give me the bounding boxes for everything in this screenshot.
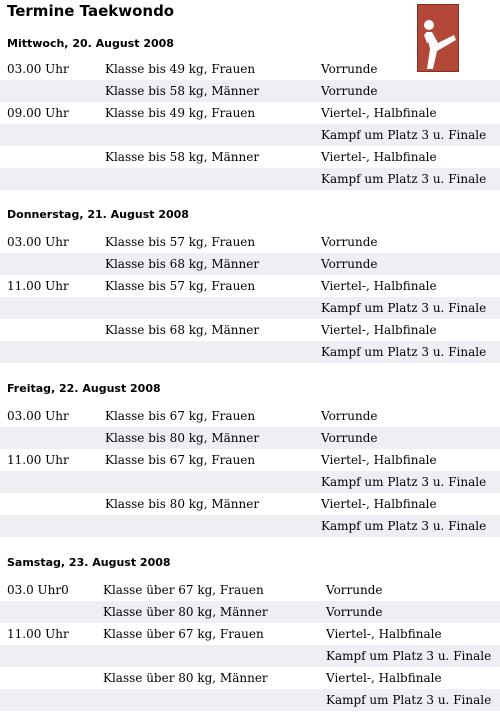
time-cell: 03.00 Uhr [7,62,69,76]
round-cell: Kampf um Platz 3 u. Finale [321,475,487,489]
time-cell: 11.00 Uhr [7,279,69,293]
page-title: Termine Taekwondo [7,2,175,20]
time-cell: 03.0 Uhr0 [7,583,69,597]
schedule-row [0,231,500,253]
round-cell: Kampf um Platz 3 u. Finale [321,301,487,315]
round-cell: Kampf um Platz 3 u. Finale [326,693,492,707]
schedule-row [0,405,500,427]
class-cell: Klasse bis 57 kg, Frauen [105,279,256,293]
schedule-row [0,427,500,449]
class-cell: Klasse bis 49 kg, Frauen [105,62,256,76]
round-cell: Vorrunde [321,84,378,98]
round-cell: Viertel-, Halbfinale [321,150,437,164]
round-cell: Kampf um Platz 3 u. Finale [321,519,487,533]
class-cell: Klasse bis 58 kg, Männer [105,150,260,164]
day-heading: Donnerstag, 21. August 2008 [7,208,189,221]
schedule-row [0,146,500,168]
class-cell: Klasse bis 80 kg, Männer [105,497,260,511]
round-cell: Viertel-, Halbfinale [326,671,442,685]
class-cell: Klasse bis 68 kg, Männer [105,323,260,337]
class-cell: Klasse bis 80 kg, Männer [105,431,260,445]
schedule-row [0,58,500,80]
schedule-row [0,493,500,515]
schedule-row [0,689,500,711]
schedule-row [0,645,500,667]
round-cell: Kampf um Platz 3 u. Finale [321,345,487,359]
class-cell: Klasse bis 67 kg, Frauen [105,409,256,423]
round-cell: Viertel-, Halbfinale [321,453,437,467]
class-cell: Klasse bis 58 kg, Männer [105,84,260,98]
round-cell: Kampf um Platz 3 u. Finale [321,172,487,186]
round-cell: Vorrunde [321,257,378,271]
round-cell: Vorrunde [326,583,383,597]
schedule-row [0,168,500,190]
schedule-row [0,623,500,645]
schedule-row [0,319,500,341]
round-cell: Vorrunde [321,62,378,76]
round-cell: Viertel-, Halbfinale [321,279,437,293]
round-cell: Vorrunde [321,431,378,445]
time-cell: 09.00 Uhr [7,106,69,120]
class-cell: Klasse bis 67 kg, Frauen [105,453,256,467]
class-cell: Klasse über 67 kg, Frauen [103,627,264,641]
schedule-row [0,341,500,363]
time-cell: 03.00 Uhr [7,235,69,249]
class-cell: Klasse bis 68 kg, Männer [105,257,260,271]
round-cell: Viertel-, Halbfinale [326,627,442,641]
schedule-row [0,124,500,146]
schedule-row [0,601,500,623]
schedule-row [0,471,500,493]
class-cell: Klasse bis 57 kg, Frauen [105,235,256,249]
schedule-row [0,253,500,275]
schedule-row [0,80,500,102]
schedule-row [0,449,500,471]
class-cell: Klasse bis 49 kg, Frauen [105,106,256,120]
round-cell: Viertel-, Halbfinale [321,106,437,120]
round-cell: Vorrunde [321,235,378,249]
time-cell: 11.00 Uhr [7,627,69,641]
round-cell: Vorrunde [326,605,383,619]
class-cell: Klasse über 80 kg, Männer [103,671,268,685]
day-heading: Freitag, 22. August 2008 [7,382,161,395]
day-heading: Samstag, 23. August 2008 [7,556,171,569]
day-heading: Mittwoch, 20. August 2008 [7,37,174,50]
time-cell: 03.00 Uhr [7,409,69,423]
schedule-row [0,515,500,537]
schedule-row [0,667,500,689]
round-cell: Viertel-, Halbfinale [321,323,437,337]
class-cell: Klasse über 67 kg, Frauen [103,583,264,597]
time-cell: 11.00 Uhr [7,453,69,467]
round-cell: Vorrunde [321,409,378,423]
schedule-row [0,579,500,601]
round-cell: Kampf um Platz 3 u. Finale [321,128,487,142]
schedule-row [0,297,500,319]
schedule-row [0,102,500,124]
schedule-row [0,275,500,297]
round-cell: Viertel-, Halbfinale [321,497,437,511]
round-cell: Kampf um Platz 3 u. Finale [326,649,492,663]
class-cell: Klasse über 80 kg, Männer [103,605,268,619]
